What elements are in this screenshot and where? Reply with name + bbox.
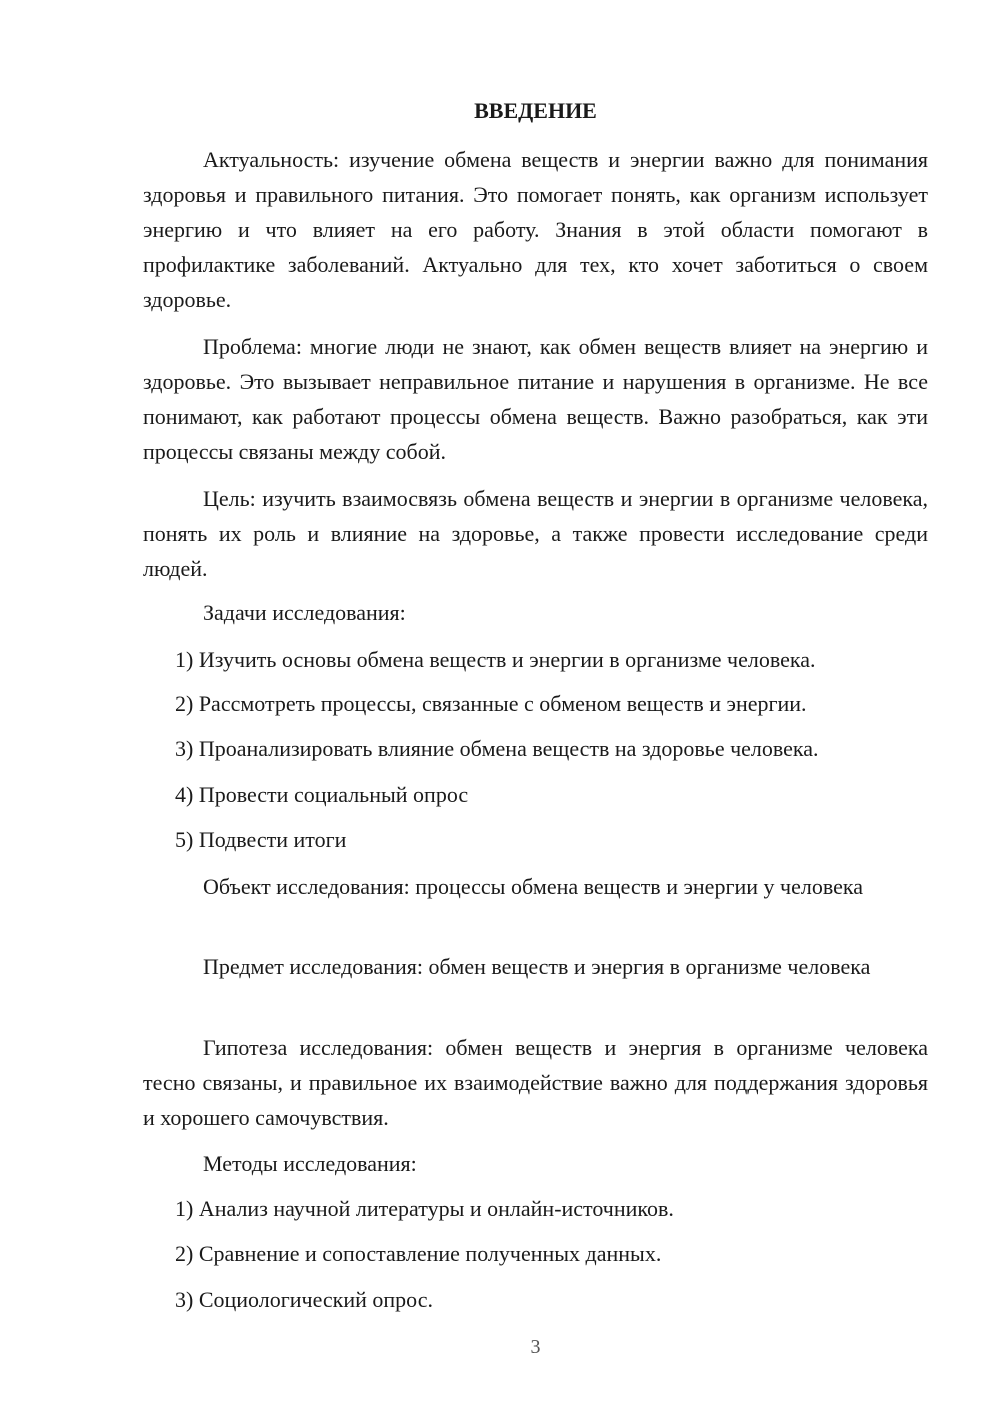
object-paragraph: Объект исследования: процессы обмена веществ и энергии у человека: [203, 874, 863, 899]
method-item: 2) Сравнение и сопоставление полученных данных.: [175, 1241, 662, 1266]
hypothesis-paragraph: Гипотеза исследования: обмен веществ и энергия в организме человека тесно связаны, и правильное их взаимодействие важно для поддержания здоровья и хорошего самочувствия.: [143, 1035, 928, 1130]
method-item: 3) Социологический опрос.: [175, 1287, 433, 1312]
task-item: 5) Подвести итоги: [175, 827, 347, 852]
task-item: 3) Проанализировать влияние обмена веществ на здоровье человека.: [175, 736, 819, 761]
task-item: 2) Рассмотреть процессы, связанные с обменом веществ и энергии.: [175, 691, 807, 716]
problem-paragraph: Проблема: многие люди не знают, как обмен веществ влияет на энергию и здоровье. Это вызывает неправильное питание и нарушения в организме. Не все понимают, как работают процессы обмена веществ. Важно разобраться, как эти процессы связаны между собой.: [143, 334, 928, 464]
goal-paragraph: Цель: изучить взаимосвязь обмена веществ и энергии в организме человека, понять их роль и влияние на здоровье, а также провести исследование среди людей.: [143, 486, 928, 581]
methods-heading: Методы исследования:: [203, 1151, 417, 1176]
task-item: 1) Изучить основы обмена веществ и энергии в организме человека.: [175, 647, 816, 672]
relevance-paragraph: Актуальность: изучение обмена веществ и энергии важно для понимания здоровья и правильного питания. Это помогает понять, как организм использует энергию и что влияет на его работу. Знания в этой области помогают в профилактике заболеваний. Актуально для тех, кто хочет заботиться о своем здоровье.: [143, 147, 928, 312]
task-item: 4) Провести социальный опрос: [175, 782, 469, 807]
method-item: 1) Анализ научной литературы и онлайн-источников.: [175, 1196, 674, 1221]
page-number: 3: [530, 1336, 541, 1358]
page-title: ВВЕДЕНИЕ: [474, 98, 597, 123]
subject-paragraph: Предмет исследования: обмен веществ и энергия в организме человека: [203, 954, 871, 979]
tasks-heading: Задачи исследования:: [203, 600, 406, 625]
